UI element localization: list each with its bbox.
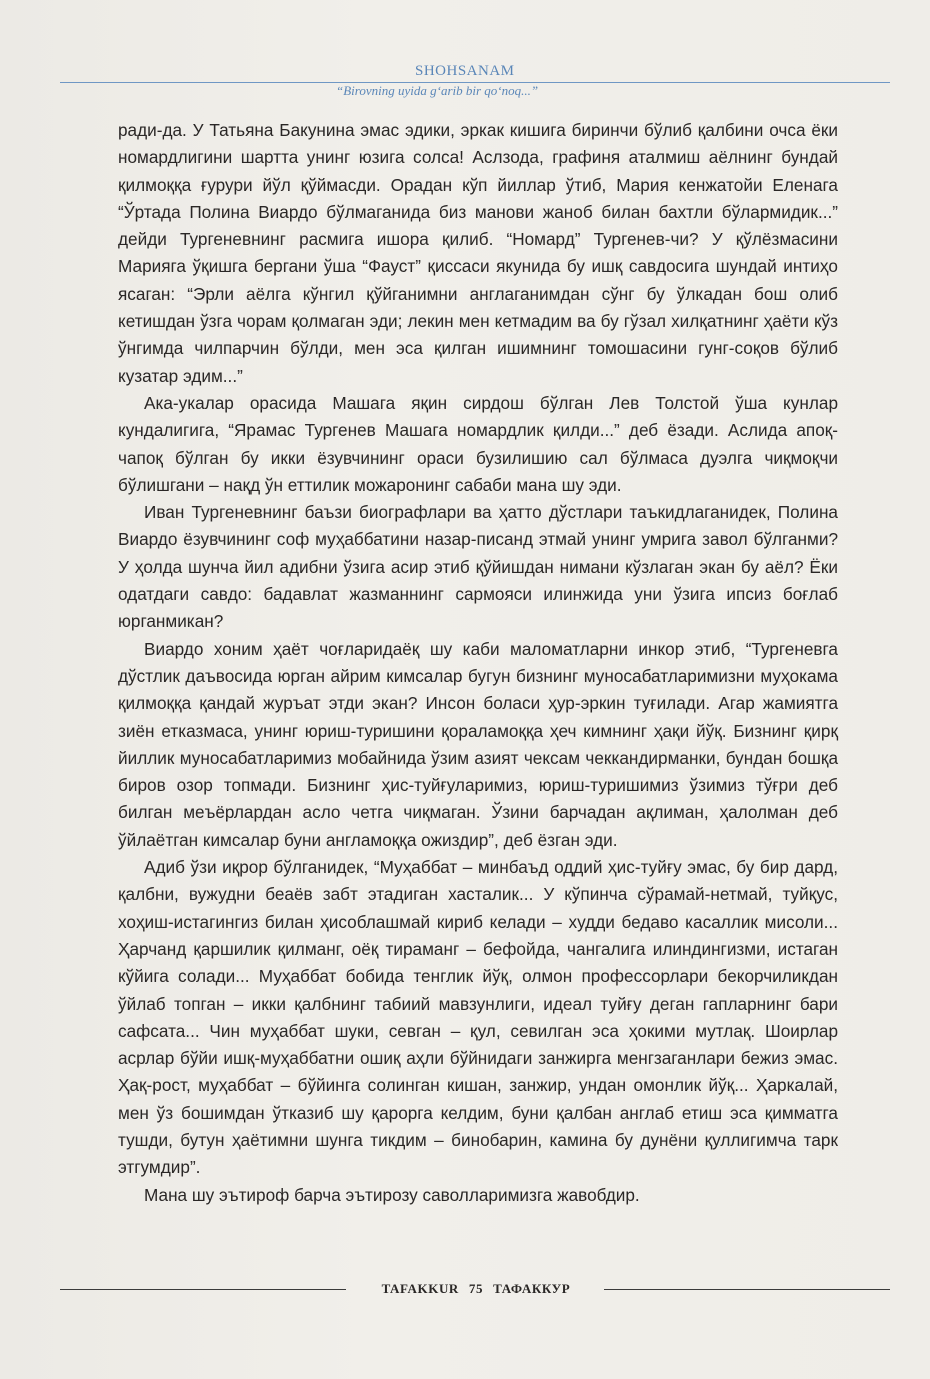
article-body	[118, 117, 838, 1209]
paragraph: Ака-укалар орасида Машага яқин сирдош бўлган Лев Толстой ўша кунлар кундалигига, “Ярамас Тургенев Машага номардлик қилди...” деб ёзади. Аслида апоқ-чапоқ бўлган бу икки ёзувчининг ораси бузилишию сал бўлмаса дуэлга чиқмоқчи бўлишгани – нақд ўн еттилик можаронинг сабаби мана шу эди.	[118, 392, 838, 495]
footer-divider-right	[604, 1289, 890, 1290]
header-title: SHOHSANAM	[415, 63, 515, 79]
paragraph: Иван Тургеневнинг баъзи биографлари ва ҳатто дўстлари таъкидлаганидек, Полина Виардо ёзувчининг соф муҳаббатини назар-писанд этмай унинг умрига завол бўлганми? У ҳолда шунча йил адибни ўзига асир этиб қўйишдан нимани кўзлаган экан бу аёл? Ёки одатдаги савдо: бадавлат жазманнинг сармояси илинжида уни ўзига ипсиз боғлаб юрганмикан?	[118, 502, 838, 632]
footer-right-label: ТАФАККУР	[493, 1281, 571, 1296]
footer-divider-left	[60, 1289, 346, 1290]
page-number: 75	[468, 1281, 484, 1296]
running-footer	[60, 1279, 890, 1299]
header-subtitle: “Birovning uyida g‘arib bir qo‘noq...”	[336, 83, 539, 98]
paragraph: Виардо хоним ҳаёт чоғларидаёқ шу каби маломатларни инкор этиб, “Тургеневга дўстлик даъвосида юрган айрим кимсалар бугун бизнинг муносабатларимизни муҳокама қилмоққа қандай журъат этди экан? Инсон боласи ҳур-эркин туғилади. Агар жамиятга зиён етказмаса, унинг юриш-туришини қораламоққа ҳеч кимнинг ҳақи йўқ. Бизнинг қирқ йиллик муносабатларимиз мобайнида ўзим азият чексам чеккандирманки, бундан бошқа биров озор топмади. Бизнинг ҳис-туйғуларимиз, юриш-туришимиз ўзимиз тўғри деб билган меъёрлардан асло четга чиқмаган. Ўзини барчадан ақлиман, ҳалолман деб ўйлаётган кимсалар буни англамоққа ожиздир”, деб ёзган эди.	[118, 638, 838, 850]
footer-label	[356, 1279, 596, 1299]
paragraph: Мана шу эътироф барча эътирозу саволларимизга жавобдир.	[144, 1184, 640, 1205]
footer-left-label: TAFAKKUR	[381, 1281, 459, 1296]
paragraph: Адиб ўзи иқрор бўлганидек, “Муҳаббат – минбаъд оддий ҳис-туйғу эмас, бу бир дард, қалбни, вужудни беаёв забт этадиган хасталик... У кўпинча сўрамай-нетмай, туйқус, хоҳиш-истагингиз билан ҳисоблашмай кириб келади – худди бедаво касаллик мисоли... Ҳарчанд қаршилик қилманг, оёқ тираманг – бефойда, чангалига илиндингизми, истаган кўйига солади... Муҳаббат бобида тенглик йўқ, олмон профессорлари бекорчиликдан ўйлаб топган – икки қалбнинг табиий мавзунлиги, идеал туйғу деган гапларнинг бари сафсата... Чин муҳаббат шуки, севган – қул, севилган эса ҳокими мутлақ. Шоирлар асрлар бўйи ишқ-муҳаббатни ошиқ аҳли бўйнидаги занжирга менгзаганлари бежиз эмас. Ҳақ-рост, муҳаббат – бўйинга солинган кишан, занжир, ундан омонлик йўқ... Ҳаркалай, мен ўз бошимдан ўтказиб шу қарорга келдим, буни қалбан англаб етиш эса қимматга тушди, бутун ҳаётимни шунга тикдим – бинобарин, камина бу дунёни қуллигимча тарк этгумдир”.	[118, 857, 838, 1178]
paragraph: ради-да. У Татьяна Бакунина эмас эдики, эркак кишига биринчи бўлиб қалбини очса ёки номардлигини шартта унинг юзига солса! Аслзода, графиня аталмиш аёлнинг бундай қилмоққа ғурури йўл қўймасди. Орадан кўп йиллар ўтиб, Мария кенжатойи Еленага “Ўртада Полина Виардо бўлмаганида биз манови жаноб билан бахтли бўлармидик...” дейди Тургеневнинг расмига ишора қилиб. “Номард” Тургенев-чи? У қўлёзмасини Марияга ўқишга бергани ўша “Фауст” қиссаси якунида бу ишқ савдосига шундай интиҳо ясаган: “Эрли аёлга кўнгил қўйганимни англаганимдан сўнг бу ўлкадан бош олиб кетишдан ўзга чорам қолмаган эди; лекин мен кетмадим ва бу гўзал хилқатнинг ҳаёти кўз ўнгимда чилпарчин бўлди, мен эса қилган ишимнинг томошасини гунг-соқов бўлиб кузатар эдим...”	[118, 120, 838, 386]
